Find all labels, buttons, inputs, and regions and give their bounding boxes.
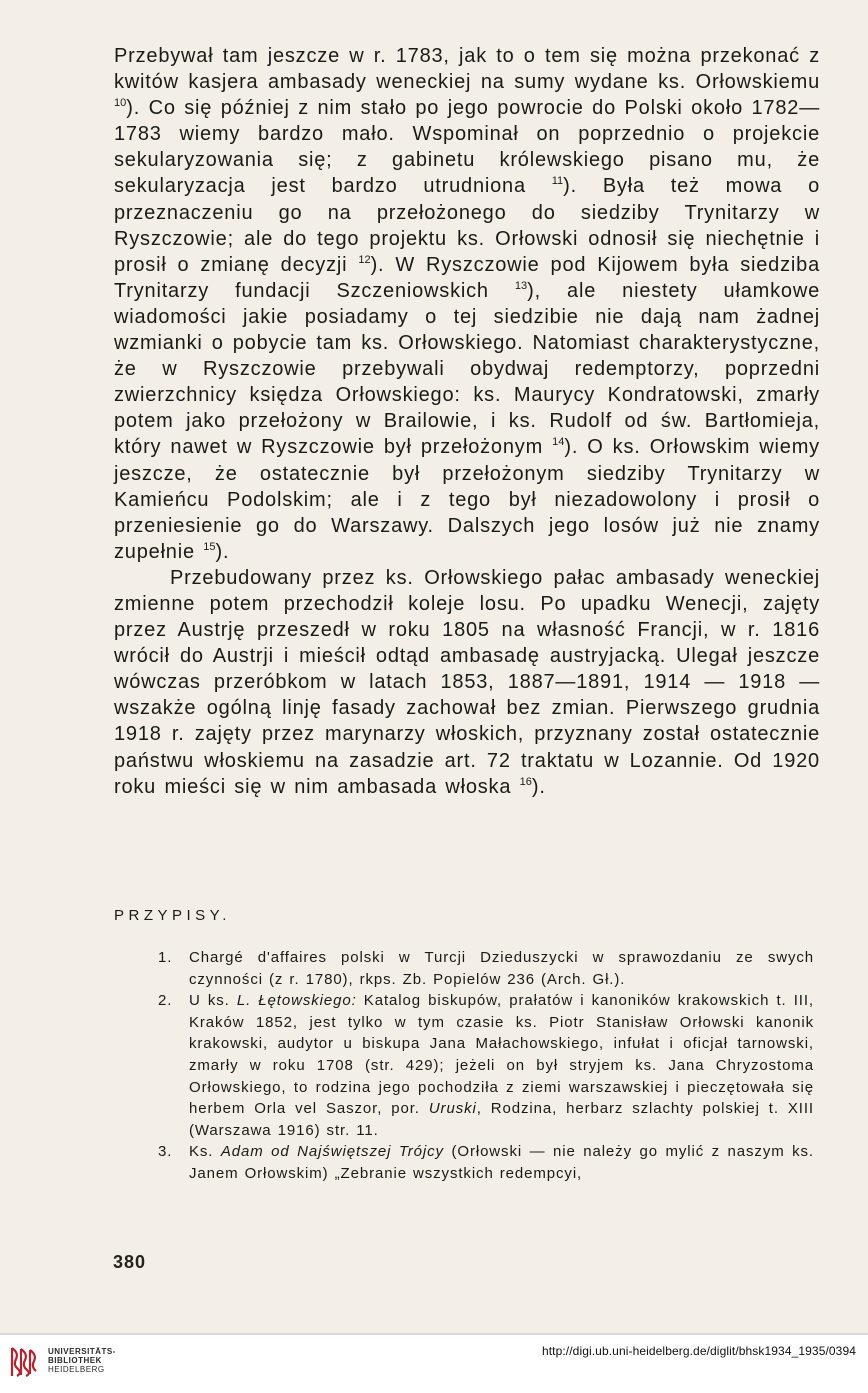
- footnote-text: [189, 1143, 814, 1182]
- footnote-item: [158, 990, 814, 1141]
- footnote-reference: 10: [114, 97, 127, 110]
- italic-text: Uruski: [428, 1100, 477, 1118]
- main-text: [114, 43, 820, 800]
- footnote-reference: 13: [514, 279, 528, 292]
- text-run: Przebywał tam jeszcze w r. 1783, jak to o tem się można przekonać z kwitów kasjera ambasady weneckiej na sumy wydane ks. Orłowskiemu: [114, 45, 820, 94]
- page-number: 380: [113, 1252, 147, 1272]
- text-run: ). O ks. Orłowskim wiemy jeszcze, że ostatecznie był przełożonym siedziby Trynitarzy w Kamieńcu Podolskim; ale i z tego był niezadowolony i prosił o przeniesienie go do Warszawy. Dalszych jego losów już nie znamy zupełnie: [114, 436, 820, 563]
- library-name-line-3: HEIDELBERG: [48, 1365, 105, 1374]
- source-url-link[interactable]: http://digi.ub.uni-heidelberg.de/diglit/bhsk1934_1935/0394: [541, 1344, 856, 1358]
- text-run: ), ale niestety ułamkowe wiadomości jakie posiadamy o tej siedzibie nie dają nam żadnej wzmianki o pobycie tam ks. Orłowskiego. Natomiast charakterystyczne, że w Ryszczowie przebywali obydwaj redemptorzy, poprzedni zwierzchnicy księdza Orłowskiego: ks. Maurycy Kondratowski, zmarły potem jako przełożony w Brailowie, i ks. Rudolf od św. Bartłomieja, który nawet w Ryszczowie był przełożonym: [114, 279, 820, 459]
- text-run: ). Co się później z nim stało po jego powrocie do Polski około 1782—1783 wiemy bardzo mało. Wspominał on poprzednio o projekcie sekularyzowania się; z gabinetu królewskiego pisano mu, że sekularyzacja jest bardzo utrudniona: [114, 97, 820, 198]
- footnote-number: 1.: [158, 949, 173, 966]
- footnote-number: 2.: [158, 992, 173, 1010]
- text-run: ).: [215, 540, 230, 563]
- footnote-reference: 15: [203, 540, 216, 553]
- footnote-reference: 11: [551, 175, 564, 188]
- footnote-text: [189, 992, 814, 1139]
- footnote-text: [189, 949, 814, 988]
- italic-text: Adam od Najświętszej Trójcy: [220, 1143, 444, 1161]
- digitization-footer: [0, 1333, 868, 1393]
- paragraph-1: [114, 43, 820, 565]
- text-run: , Rodzina, herbarz szlachty polskiej t. XIII (Warszawa 1916) str. 11.: [189, 1100, 814, 1139]
- footnote-item: [158, 947, 814, 990]
- footnote-reference: 16: [519, 775, 532, 788]
- footnote-reference: 12: [358, 253, 371, 266]
- text-run: (Orłowski — nie należy go mylić z naszym ks. Janem Orłowskim) „Zebranie wszystkich redempcyi,: [189, 1143, 815, 1182]
- heidelberg-library-logo-icon[interactable]: [9, 1345, 39, 1379]
- italic-text: L. Łętowskiego:: [236, 992, 357, 1010]
- footnote-item: [158, 1141, 814, 1184]
- footnote-number: 3.: [158, 1143, 173, 1161]
- text-run: U ks.: [189, 992, 237, 1010]
- text-run: Przebudowany przez ks. Orłowskiego pałac ambasady weneckiej zmienne potem przechodził koleje losu. Po upadku Wenecji, zajęty przez Austrję przeszedł w roku 1805 na własność Francji, w r. 1816 wrócił do Austrji i mieścił odtąd ambasadę austryjacką. Ulegał jeszcze wówczas przeróbkom w latach 1853, 1887—1891, 1914 — 1918 — wszakże ogólną linję fasady zachował bez zmian. Pierwszego grudnia 1918 r. zajęty przez marynarzy włoskich, przyznany został ostatecznie państwu włoskiemu na zasadzie art. 72 traktatu w Lozannie. Od 1920 roku mieści się w nim ambasada włoska: [114, 566, 820, 798]
- footnote-reference: 14: [552, 436, 565, 449]
- library-name: [48, 1347, 116, 1374]
- text-run: ). Była też mowa o przeznaczeniu go na przełożonego do siedziby Trynitarzy w Ryszczowie; ale do tego projektu ks. Orłowski odnosił się niechętnie i prosił o zmianę decyzji: [114, 175, 820, 276]
- text-run: ).: [531, 775, 546, 798]
- footer-divider: [0, 1333, 868, 1335]
- text-run: ). W Ryszczowie pod Kijowem była siedziba Trynitarzy fundacji Szczeniowskich: [114, 253, 820, 302]
- text-run: Katalog biskupów, prałatów i kanoników krakowskich t. III, Kraków 1852, jest tylko w tym czasie ks. Piotr Stanisław Orłowski kanonik krakowski, audytor u biskupa Jana Małachowskiego, infułat i oficjał tarnowski, zmarły w roku 1708 (str. 429); jeżeli on był stryjem ks. Jana Chryzostoma Orłowskiego, to rodzina jego pochodziła z ziemi warszawskiej i pieczętowała się herbem Orla vel Saszor, por.: [189, 992, 814, 1118]
- footnotes-heading: PRZYPISY.: [114, 907, 231, 924]
- library-name-line-1: UNIVERSITÄTS-: [48, 1347, 116, 1356]
- text-run: Chargé d'affaires polski w Turcji Dzieduszycki w sprawozdaniu ze swych czynności (z r. 1780), rkps. Zb. Popielów 236 (Arch. Gł.).: [189, 949, 814, 988]
- footnotes-list: [158, 947, 814, 1185]
- text-run: Ks.: [189, 1143, 221, 1161]
- paragraph-2: [114, 565, 820, 800]
- library-name-line-2: BIBLIOTHEK: [48, 1356, 102, 1365]
